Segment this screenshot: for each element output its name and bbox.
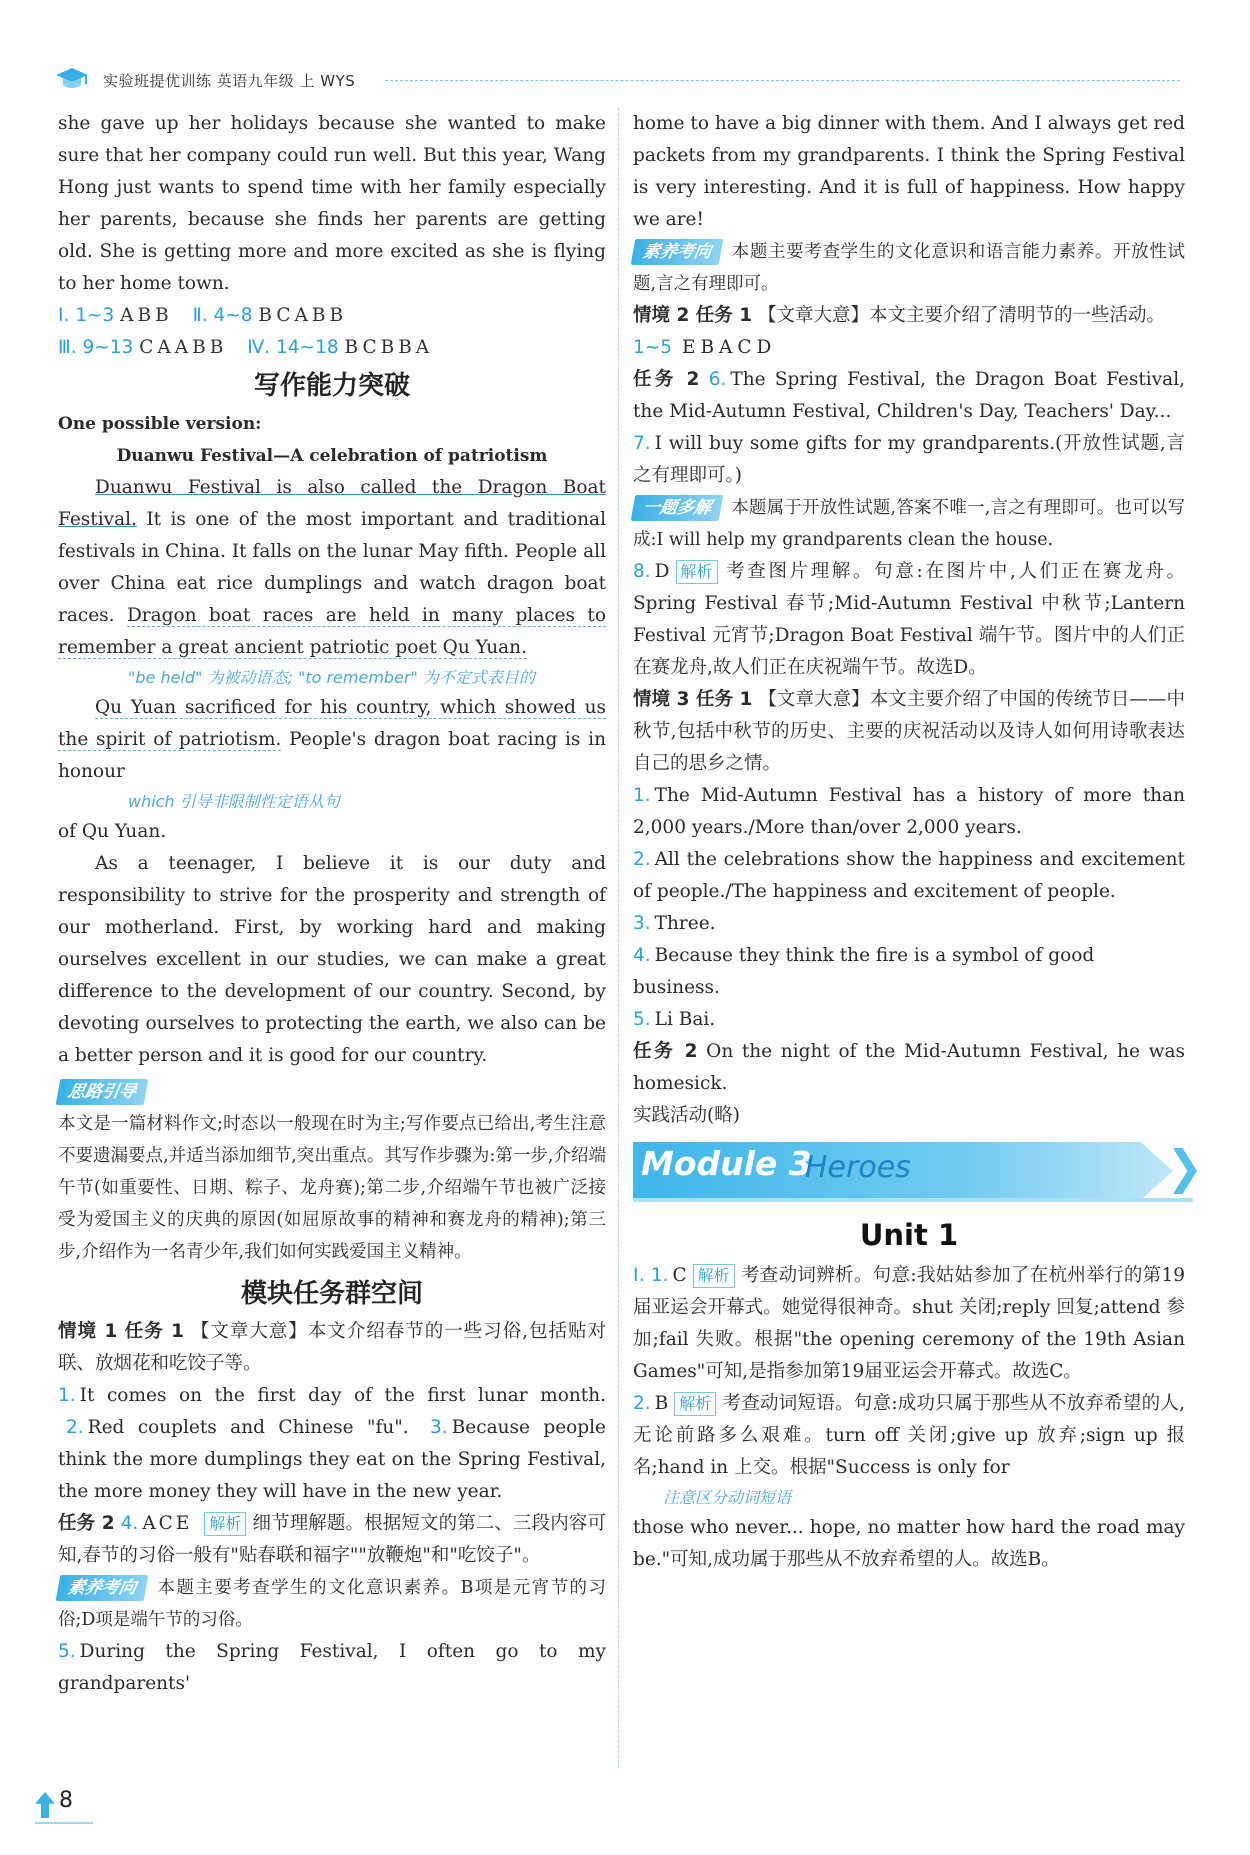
analysis-tag: 解析 [676,560,718,584]
book-title: 实验班提优训练 英语九年级 上 WYS [103,72,356,90]
situation-1: 情境 1 任务 1 【文章大意】本文介绍春节的一些习俗,包括贴对联、放烟花和吃饺子等。 [58,1321,606,1374]
literacy-note: 素养考向 本题主要考查学生的文化意识素养。B项是元宵节的习俗;D项是端午节的习俗。 [58,1572,606,1636]
passage-end: she gave up her holidays because she wanted to make sure that her company could run well. But this year, Wang Hong just wants to spend time with her family especially her parents, because she finds her parents are getting old. She is getting more and more excited as she is flying to her home town. [58,113,606,294]
left-column [58,108,606,1700]
literacy-badge: 素养考向 [631,239,724,265]
literacy-badge: 素养考向 [56,1575,149,1601]
column-divider [618,108,619,1768]
answer-7: 7. I will buy some gifts for my grandparents.(开放性试题,言之有理即可。) [633,433,1185,486]
reading-answer-5: 5. Li Bai. [633,1009,716,1030]
header-rule [385,80,1180,81]
module-banner [633,1142,1185,1204]
literacy-note-2: 素养考向 本题主要考查学生的文化意识和语言能力素养。开放性试题,言之有理即可。 [633,236,1185,300]
answers-row-1: Ⅰ. 1~3 ABB Ⅱ. 4~8 BCABB [58,305,348,326]
essay-title: Duanwu Festival—A celebration of patriotism [116,446,548,466]
phrase-note: 注意区分动词短语 [663,1488,792,1507]
multi-solution-badge: 一题多解 [631,495,724,521]
tip-badge: 思路引导 [56,1079,149,1105]
chevron-right-icon [1173,1148,1197,1194]
answers-1-5: 1~5 EBACD [633,337,777,358]
multi-solution-note: 一题多解 本题属于开放性试题,答案不唯一,言之有理即可。也可以写成:I will help my grandparents clean the house. [633,492,1185,556]
page-header [55,64,1180,98]
essay-paragraph-2-end: of Qu Yuan. [58,821,167,842]
answer-5: 5. During the Spring Festival, I often go to my grandparents' [58,1641,606,1694]
section-title-tasks: 模块任务群空间 [240,1279,423,1309]
tip-box [58,1076,606,1108]
module-title: Heroes [805,1150,911,1185]
unit-answer-2: 2. B 解析 考查动词短语。句意:成功只属于那些从不放弃希望的人,无论前路多么艰难。turn off 关闭;give up 放弃;sign up 报名;hand in 上交。根据"Success is only for [633,1393,1185,1478]
section-title-writing: 写作能力突破 [253,371,410,401]
answers-1-3: 1. It comes on the first day of the first lunar month. 2. Red couplets and Chinese "fu". 3. Because people think the more dumplings they eat on the Spring Festival, the more money they will have in the new year. [58,1385,606,1502]
situation-2: 情境 2 任务 1 【文章大意】本文主要介绍了清明节的一些活动。 [633,305,1165,326]
reading-answer-3: 3. Three. [633,913,716,934]
page-number: 8 [35,1788,93,1822]
up-arrow-icon [35,1792,55,1818]
answer-8: 8. D 解析 考查图片理解。句意:在图片中,人们正在赛龙舟。Spring Festival 春节;Mid-Autumn Festival 中秋节;Lantern Festival 元宵节;Dragon Boat Festival 端午节。图片中的人们正在赛龙舟,故人们正在庆祝端午节。故选D。 [633,561,1185,678]
situation-3: 情境 3 任务 1 【文章大意】本文主要介绍了中国的传统节日——中秋节,包括中秋节的历史、主要的庆祝活动以及诗人如何用诗歌表达自己的思乡之情。 [633,689,1185,774]
graduation-cap-icon [55,66,89,92]
unit-title: Unit 1 [859,1218,959,1252]
version-label: One possible version: [58,414,262,434]
module-label: Module 3 [641,1144,812,1183]
analysis-tag: 解析 [204,1512,246,1536]
task-2-answer-4: 任务 2 4. ACE 解析 细节理解题。根据短文的第二、三段内容可知,春节的习俗一般有"贴春联和福字""放鞭炮"和"吃饺子"。 [58,1513,606,1566]
reading-answer-1: 1. The Mid-Autumn Festival has a history of more than 2,000 years./More than/over 2,000 years. [633,785,1185,838]
answer-5-continued: home to have a big dinner with them. And I always get red packets from my grandparents. I think the Spring Festival is very interesting. And it is full of happiness. How happy we are! [633,113,1185,230]
right-column [633,108,1185,1576]
grammar-note-2: which 引导非限制性定语从句 [128,792,340,811]
reading-answer-2: 2. All the celebrations show the happiness and excitement of people./The happiness and excitement of people. [633,849,1185,902]
grammar-note-1: "be held" 为被动语态; "to remember" 为不定式表目的 [128,668,535,687]
practice-activity: 实践活动(略) [633,1105,740,1126]
unit-answer-1: Ⅰ. 1. C 解析 考查动词辨析。句意:我姑姑参加了在杭州举行的第19届亚运会开幕式。她觉得很神奇。shut 关闭;reply 回复;attend 参加;fail 失败。根据"the opening ceremony of the 19th Asian Games"可知,是指参加第19届亚运会开幕式。故选C。 [633,1265,1185,1382]
answer-6: 任务 2 6. The Spring Festival, the Dragon Boat Festival, the Mid-Autumn Festival, Children's Day, Teachers' Day... [633,369,1185,422]
essay-paragraph-1: Duanwu Festival is also called the Dragon Boat Festival. It is one of the most important and traditional festivals in China. It falls on the lunar May fifth. People all over China eat rice dumplings and watch dragon boat races. Dragon boat races are held in many places to remember a great ancient patriotic poet Qu Yuan. [58,477,606,658]
reading-answer-4: 4. Because they think the fire is a symbol of good business. [633,945,1095,998]
analysis-tag: 解析 [693,1264,735,1288]
unit-answer-2-continued: those who never... hope, no matter how hard the road may be."可知,成功属于那些从不放弃希望的人。故选B。 [633,1517,1185,1570]
answers-row-2: Ⅲ. 9~13 CAABB Ⅳ. 14~18 BCBBA [58,337,434,358]
essay-paragraph-2: Qu Yuan sacrificed for his country, which showed us the spirit of patriotism. People's dragon boat racing is in honour [58,697,606,782]
essay-paragraph-3: As a teenager, I believe it is our duty and responsibility to strive for the prosperity and strength of our motherland. First, by working hard and making ourselves excellent in our studies, we can make a great difference to the development of our country. Second, by devoting ourselves to protecting the earth, we also can be a better person and it is good for our country. [58,853,606,1066]
analysis-tag: 解析 [674,1392,716,1416]
task-2-answer: 任务 2 On the night of the Mid-Autumn Festival, he was homesick. [633,1041,1185,1094]
tip-text: 本文是一篇材料作文;时态以一般现在时为主;写作要点已给出,考生注意不要遗漏要点,并适当添加细节,突出重点。其写作步骤为:第一步,介绍端午节(如重要性、日期、粽子、龙舟赛);第二步,介绍端午节也被广泛接受为爱国主义的庆典的原因(如屈原故事的精神和赛龙舟的精神);第三步,介绍作为一名青少年,我们如何实践爱国主义精神。 [58,1114,606,1262]
